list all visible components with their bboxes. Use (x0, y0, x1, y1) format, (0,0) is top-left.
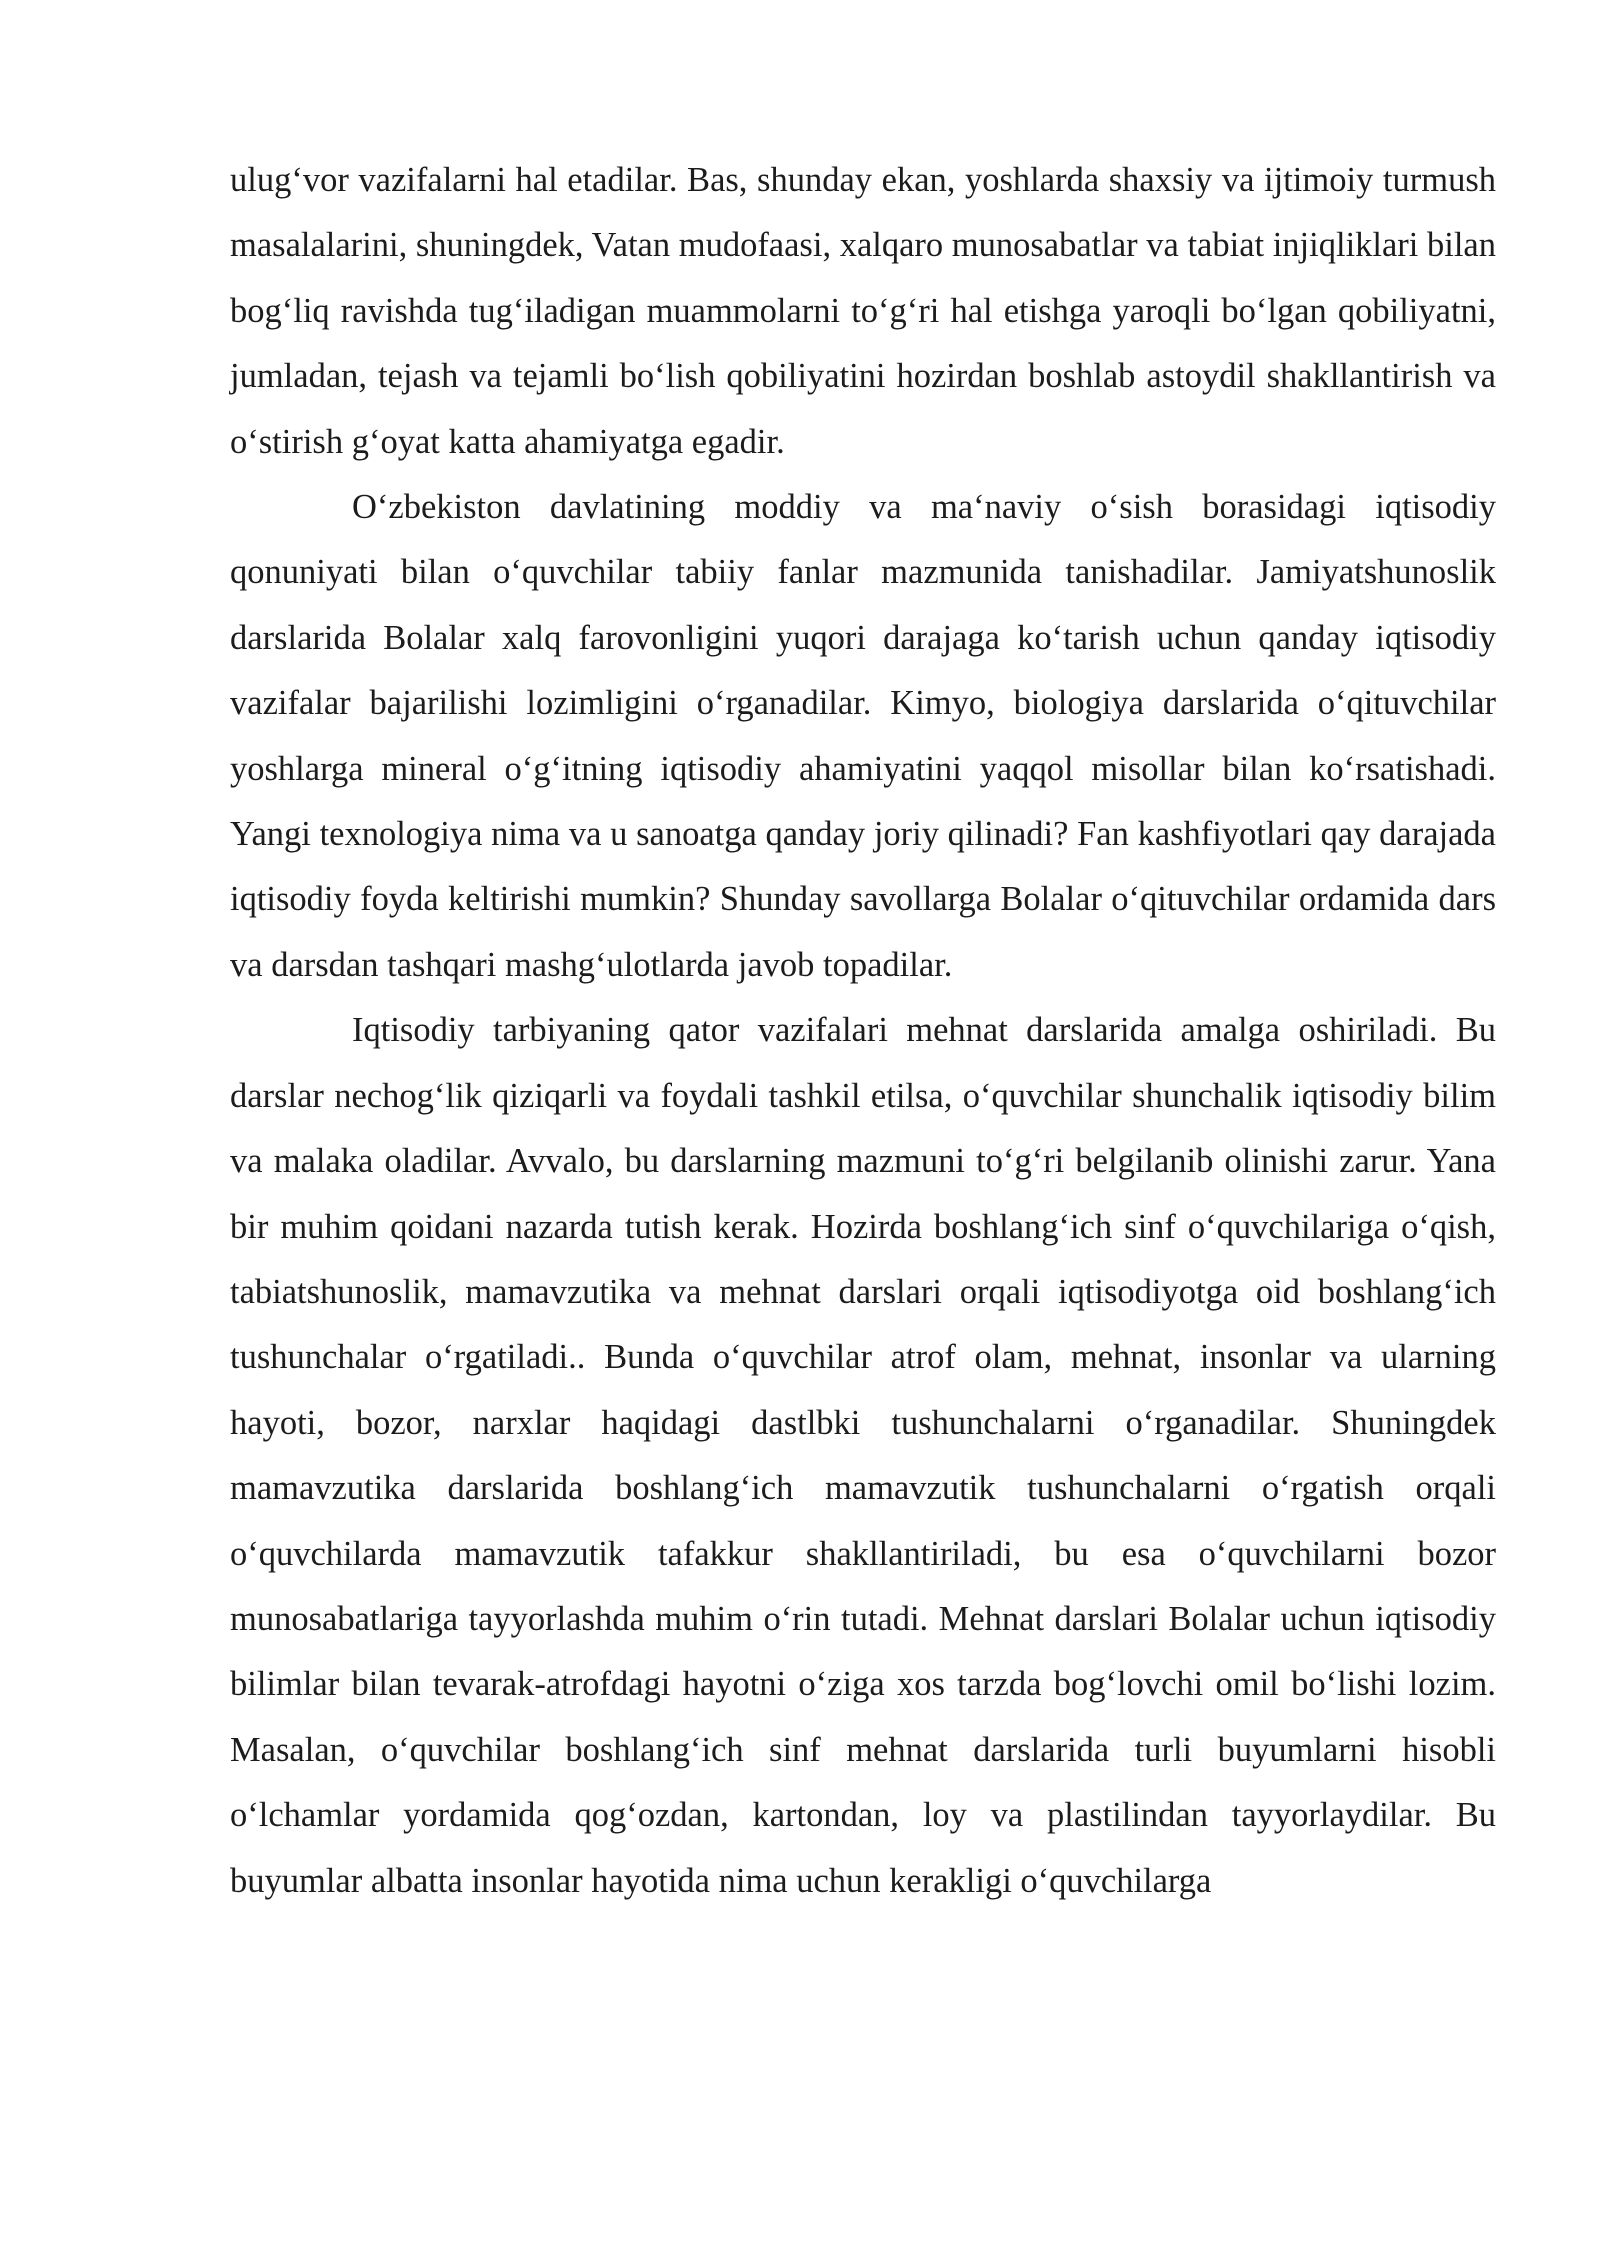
paragraph-economic-growth: O‘zbekiston davlatining moddiy va ma‘naviy o‘sish borasidagi iqtisodiy qonuniyati bilan o‘quvchilar tabiiy fanlar mazmunida tanishadilar. Jamiyatshunoslik darslarida Bolalar xalq farovonligini yuqori darajaga ko‘tarish uchun qanday iqtisodiy vazifalar bajarilishi lozimligini o‘rganadilar. Kimyo, biologiya darslarida o‘qituvchilar yoshlarga mineral o‘g‘itning iqtisodiy ahamiyatini yaqqol misollar bilan ko‘rsatishadi. Yangi texnologiya nima va u sanoatga qanday joriy qilinadi? Fan kashfiyotlari qay darajada iqtisodiy foyda keltirishi mumkin? Shunday savollarga Bolalar o‘qituvchilar ordamida dars va darsdan tashqari mashg‘ulotlarda javob topadilar. (230, 488, 1496, 984)
paragraph-continuation: ulug‘vor vazifalarni hal etadilar. Bas, shunday ekan, yoshlarda shaxsiy va ijtimoiy turmush masalalarini, shuningdek, Vatan mudofaasi, xalqaro munosabatlar va tabiat injiqliklari bilan bog‘liq ravishda tug‘iladigan muammolarni to‘g‘ri hal etishga yaroqli bo‘lgan qobiliyatni, jumladan, tejash va tejamli bo‘lish qobiliyatini hozirdan boshlab astoydil shakllantirish va o‘stirish g‘oyat katta ahamiyatga egadir. (230, 161, 1496, 461)
paragraph-labor-lessons: Iqtisodiy tarbiyaning qator vazifalari mehnat darslarida amalga oshiriladi. Bu darslar nechog‘lik qiziqarli va foydali tashkil etilsa, o‘quvchilar shunchalik iqtisodiy bilim va malaka oladilar. Avvalo, bu darslarning mazmuni to‘g‘ri belgilanib olinishi zarur. Yana bir muhim qoidani nazarda tutish kerak. Hozirda boshlang‘ich sinf o‘quvchilariga o‘qish, tabiatshunoslik, mamavzutika va mehnat darslari orqali iqtisodiyotga oid boshlang‘ich tushunchalar o‘rgatiladi.. Bunda o‘quvchilar atrof olam, mehnat, insonlar va ularning hayoti, bozor, narxlar haqidagi dastlbki tushunchalarni o‘rganadilar. Shuningdek mamavzutika darslarida boshlang‘ich mamavzutik tushunchalarni o‘rgatish orqali o‘quvchilarda mamavzutik tafakkur shakllantiriladi, bu esa o‘quvchilarni bozor munosabatlariga tayyorlashda muhim o‘rin tutadi. Mehnat darslari Bolalar uchun iqtisodiy bilimlar bilan tevarak-atrofdagi hayotni o‘ziga xos tarzda bog‘lovchi omil bo‘lishi lozim. Masalan, o‘quvchilar boshlang‘ich sinf mehnat darslarida turli buyumlarni hisobli o‘lchamlar yordamida qog‘ozdan, kartondan, loy va plastilindan tayyorlaydilar. Bu buyumlar albatta insonlar hayotida nima uchun kerakligi o‘quvchilarga (230, 1011, 1496, 1900)
document-page (230, 148, 1496, 1914)
